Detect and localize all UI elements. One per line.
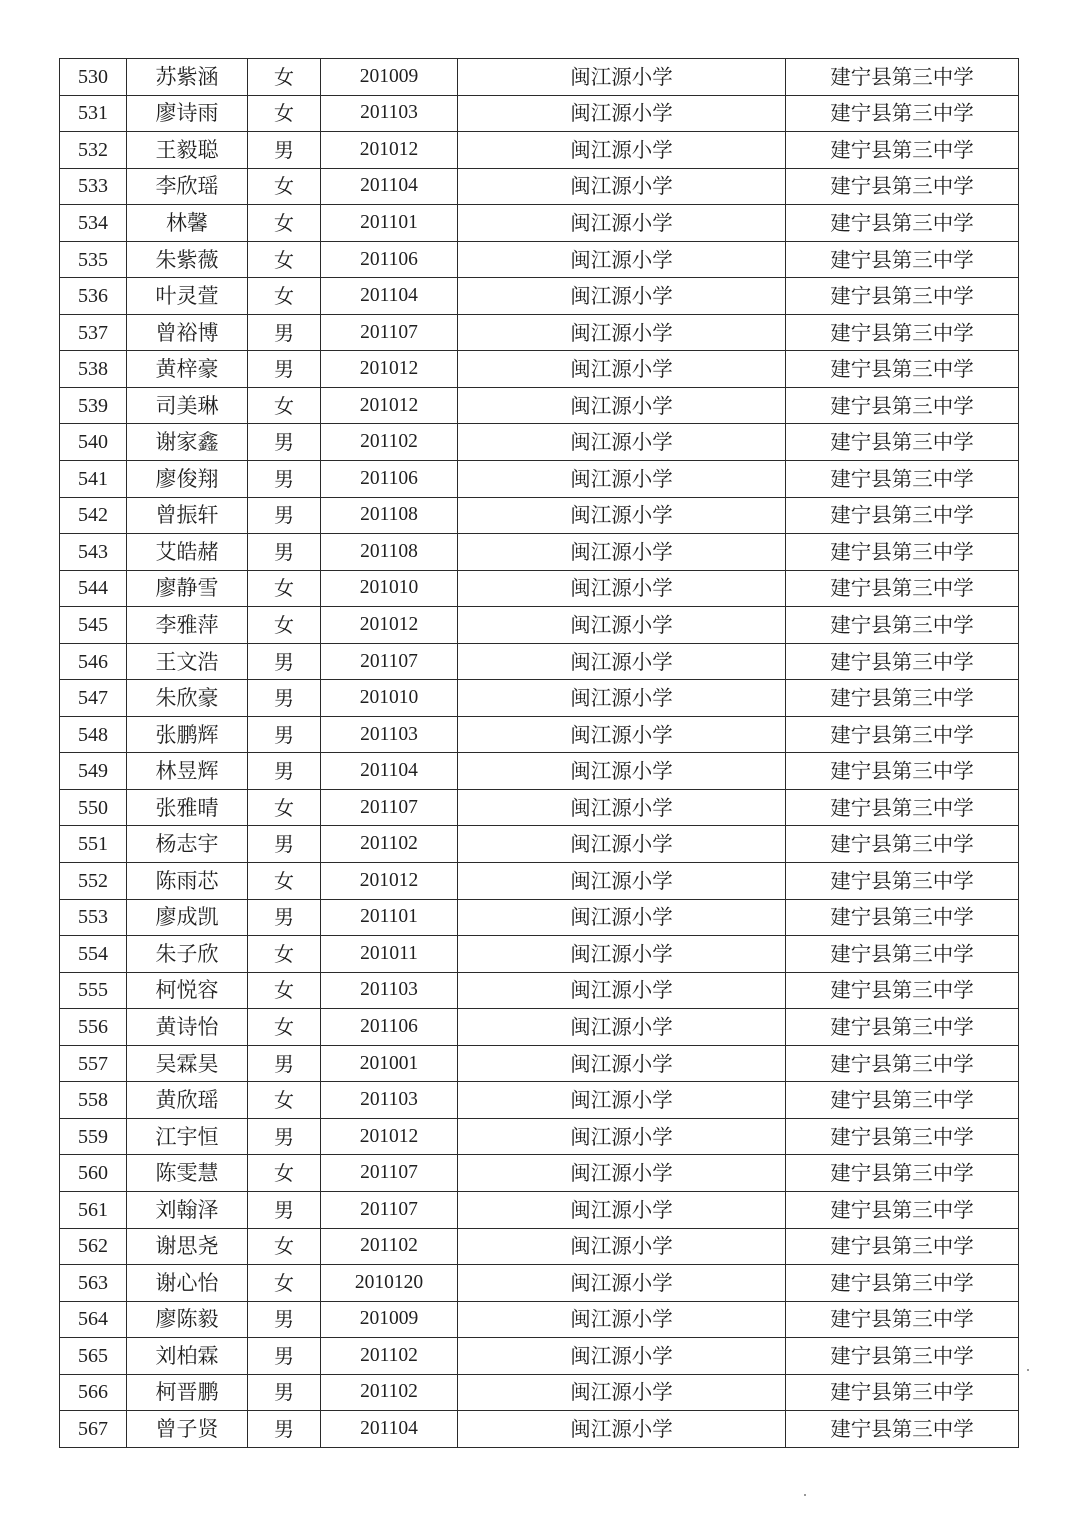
birth-month-cell: 201012 <box>321 607 458 644</box>
table-row <box>60 461 1019 498</box>
student-name-cell: 廖诗雨 <box>127 95 248 132</box>
row-number-cell: 539 <box>60 387 127 424</box>
primary-school-cell: 闽江源小学 <box>458 899 786 936</box>
student-name-cell: 张鹏辉 <box>127 716 248 753</box>
primary-school-cell: 闽江源小学 <box>458 863 786 900</box>
student-name-cell: 谢思尧 <box>127 1228 248 1265</box>
primary-school-cell: 闽江源小学 <box>458 95 786 132</box>
student-gender-cell: 男 <box>248 424 321 461</box>
table-row <box>60 607 1019 644</box>
table-row <box>60 387 1019 424</box>
assigned-middle-school-cell: 建宁县第三中学 <box>786 680 1019 717</box>
student-gender-cell: 女 <box>248 972 321 1009</box>
assigned-middle-school-cell: 建宁县第三中学 <box>786 132 1019 169</box>
primary-school-cell: 闽江源小学 <box>458 1301 786 1338</box>
primary-school-cell: 闽江源小学 <box>458 1374 786 1411</box>
student-gender-cell: 男 <box>248 753 321 790</box>
student-name-cell: 吴霖昊 <box>127 1045 248 1082</box>
table-row <box>60 1045 1019 1082</box>
primary-school-cell: 闽江源小学 <box>458 936 786 973</box>
row-number-cell: 545 <box>60 607 127 644</box>
assigned-middle-school-cell: 建宁县第三中学 <box>786 241 1019 278</box>
row-number-cell: 542 <box>60 497 127 534</box>
row-number-cell: 541 <box>60 461 127 498</box>
student-name-cell: 黄欣瑶 <box>127 1082 248 1119</box>
assigned-middle-school-cell: 建宁县第三中学 <box>786 826 1019 863</box>
primary-school-cell: 闽江源小学 <box>458 132 786 169</box>
table-row <box>60 863 1019 900</box>
assigned-middle-school-cell: 建宁县第三中学 <box>786 351 1019 388</box>
birth-month-cell: 201108 <box>321 497 458 534</box>
student-gender-cell: 男 <box>248 1191 321 1228</box>
scan-speck <box>804 1494 806 1496</box>
student-gender-cell: 女 <box>248 863 321 900</box>
student-gender-cell: 女 <box>248 936 321 973</box>
student-name-cell: 朱紫薇 <box>127 241 248 278</box>
student-roster-table <box>59 58 1019 1448</box>
table-row <box>60 643 1019 680</box>
student-gender-cell: 男 <box>248 899 321 936</box>
row-number-cell: 560 <box>60 1155 127 1192</box>
table-row <box>60 936 1019 973</box>
assigned-middle-school-cell: 建宁县第三中学 <box>786 314 1019 351</box>
roster-sheet <box>59 58 1018 1448</box>
student-gender-cell: 女 <box>248 570 321 607</box>
student-gender-cell: 男 <box>248 351 321 388</box>
assigned-middle-school-cell: 建宁县第三中学 <box>786 205 1019 242</box>
primary-school-cell: 闽江源小学 <box>458 1118 786 1155</box>
student-name-cell: 柯晋鹏 <box>127 1374 248 1411</box>
assigned-middle-school-cell: 建宁县第三中学 <box>786 534 1019 571</box>
row-number-cell: 533 <box>60 168 127 205</box>
student-name-cell: 陈雯慧 <box>127 1155 248 1192</box>
birth-month-cell: 201104 <box>321 1411 458 1448</box>
student-name-cell: 廖静雪 <box>127 570 248 607</box>
row-number-cell: 546 <box>60 643 127 680</box>
student-name-cell: 林昱辉 <box>127 753 248 790</box>
student-name-cell: 廖成凯 <box>127 899 248 936</box>
row-number-cell: 567 <box>60 1411 127 1448</box>
table-row <box>60 1155 1019 1192</box>
table-row <box>60 570 1019 607</box>
row-number-cell: 563 <box>60 1265 127 1302</box>
student-name-cell: 艾皓赭 <box>127 534 248 571</box>
student-gender-cell: 男 <box>248 680 321 717</box>
student-gender-cell: 男 <box>248 826 321 863</box>
assigned-middle-school-cell: 建宁县第三中学 <box>786 936 1019 973</box>
table-row <box>60 168 1019 205</box>
primary-school-cell: 闽江源小学 <box>458 241 786 278</box>
assigned-middle-school-cell: 建宁县第三中学 <box>786 278 1019 315</box>
primary-school-cell: 闽江源小学 <box>458 1228 786 1265</box>
birth-month-cell: 201103 <box>321 1082 458 1119</box>
student-name-cell: 杨志宇 <box>127 826 248 863</box>
student-name-cell: 刘柏霖 <box>127 1338 248 1375</box>
table-row <box>60 1301 1019 1338</box>
primary-school-cell: 闽江源小学 <box>458 570 786 607</box>
birth-month-cell: 201103 <box>321 972 458 1009</box>
row-number-cell: 532 <box>60 132 127 169</box>
row-number-cell: 562 <box>60 1228 127 1265</box>
assigned-middle-school-cell: 建宁县第三中学 <box>786 1374 1019 1411</box>
birth-month-cell: 201011 <box>321 936 458 973</box>
assigned-middle-school-cell: 建宁县第三中学 <box>786 863 1019 900</box>
row-number-cell: 550 <box>60 789 127 826</box>
primary-school-cell: 闽江源小学 <box>458 205 786 242</box>
table-row <box>60 1338 1019 1375</box>
row-number-cell: 554 <box>60 936 127 973</box>
row-number-cell: 531 <box>60 95 127 132</box>
primary-school-cell: 闽江源小学 <box>458 1082 786 1119</box>
student-gender-cell: 女 <box>248 1155 321 1192</box>
birth-month-cell: 201107 <box>321 1191 458 1228</box>
table-row <box>60 972 1019 1009</box>
assigned-middle-school-cell: 建宁县第三中学 <box>786 643 1019 680</box>
table-row <box>60 1009 1019 1046</box>
table-row <box>60 1191 1019 1228</box>
student-name-cell: 刘翰泽 <box>127 1191 248 1228</box>
birth-month-cell: 201101 <box>321 899 458 936</box>
assigned-middle-school-cell: 建宁县第三中学 <box>786 1338 1019 1375</box>
table-row <box>60 314 1019 351</box>
primary-school-cell: 闽江源小学 <box>458 278 786 315</box>
student-gender-cell: 女 <box>248 59 321 96</box>
row-number-cell: 549 <box>60 753 127 790</box>
assigned-middle-school-cell: 建宁县第三中学 <box>786 1301 1019 1338</box>
birth-month-cell: 201103 <box>321 95 458 132</box>
table-row <box>60 1411 1019 1448</box>
primary-school-cell: 闽江源小学 <box>458 972 786 1009</box>
roster-body <box>60 59 1019 1448</box>
student-gender-cell: 男 <box>248 497 321 534</box>
student-name-cell: 张雅晴 <box>127 789 248 826</box>
primary-school-cell: 闽江源小学 <box>458 497 786 534</box>
row-number-cell: 543 <box>60 534 127 571</box>
table-row <box>60 826 1019 863</box>
row-number-cell: 556 <box>60 1009 127 1046</box>
assigned-middle-school-cell: 建宁县第三中学 <box>786 59 1019 96</box>
assigned-middle-school-cell: 建宁县第三中学 <box>786 461 1019 498</box>
student-name-cell: 司美琳 <box>127 387 248 424</box>
row-number-cell: 561 <box>60 1191 127 1228</box>
birth-month-cell: 201107 <box>321 314 458 351</box>
student-gender-cell: 女 <box>248 1228 321 1265</box>
primary-school-cell: 闽江源小学 <box>458 680 786 717</box>
table-row <box>60 241 1019 278</box>
assigned-middle-school-cell: 建宁县第三中学 <box>786 1265 1019 1302</box>
student-gender-cell: 男 <box>248 132 321 169</box>
row-number-cell: 559 <box>60 1118 127 1155</box>
row-number-cell: 553 <box>60 899 127 936</box>
table-row <box>60 59 1019 96</box>
student-name-cell: 林馨 <box>127 205 248 242</box>
assigned-middle-school-cell: 建宁县第三中学 <box>786 607 1019 644</box>
birth-month-cell: 201104 <box>321 753 458 790</box>
row-number-cell: 551 <box>60 826 127 863</box>
assigned-middle-school-cell: 建宁县第三中学 <box>786 387 1019 424</box>
student-name-cell: 廖陈毅 <box>127 1301 248 1338</box>
student-gender-cell: 女 <box>248 278 321 315</box>
student-name-cell: 李欣瑶 <box>127 168 248 205</box>
primary-school-cell: 闽江源小学 <box>458 424 786 461</box>
student-gender-cell: 男 <box>248 1118 321 1155</box>
assigned-middle-school-cell: 建宁县第三中学 <box>786 424 1019 461</box>
birth-month-cell: 201108 <box>321 534 458 571</box>
birth-month-cell: 201107 <box>321 643 458 680</box>
primary-school-cell: 闽江源小学 <box>458 826 786 863</box>
assigned-middle-school-cell: 建宁县第三中学 <box>786 1082 1019 1119</box>
assigned-middle-school-cell: 建宁县第三中学 <box>786 789 1019 826</box>
student-gender-cell: 男 <box>248 534 321 571</box>
student-name-cell: 谢心怡 <box>127 1265 248 1302</box>
assigned-middle-school-cell: 建宁县第三中学 <box>786 753 1019 790</box>
primary-school-cell: 闽江源小学 <box>458 643 786 680</box>
table-row <box>60 789 1019 826</box>
birth-month-cell: 201101 <box>321 205 458 242</box>
student-gender-cell: 女 <box>248 1009 321 1046</box>
primary-school-cell: 闽江源小学 <box>458 1009 786 1046</box>
birth-month-cell: 201010 <box>321 680 458 717</box>
student-name-cell: 陈雨芯 <box>127 863 248 900</box>
student-gender-cell: 女 <box>248 607 321 644</box>
row-number-cell: 565 <box>60 1338 127 1375</box>
birth-month-cell: 201102 <box>321 424 458 461</box>
student-name-cell: 王毅聪 <box>127 132 248 169</box>
assigned-middle-school-cell: 建宁县第三中学 <box>786 1118 1019 1155</box>
student-gender-cell: 女 <box>248 241 321 278</box>
birth-month-cell: 201104 <box>321 278 458 315</box>
assigned-middle-school-cell: 建宁县第三中学 <box>786 1411 1019 1448</box>
primary-school-cell: 闽江源小学 <box>458 314 786 351</box>
student-name-cell: 曾子贤 <box>127 1411 248 1448</box>
row-number-cell: 564 <box>60 1301 127 1338</box>
row-number-cell: 544 <box>60 570 127 607</box>
student-name-cell: 朱欣豪 <box>127 680 248 717</box>
table-row <box>60 1265 1019 1302</box>
assigned-middle-school-cell: 建宁县第三中学 <box>786 95 1019 132</box>
birth-month-cell: 201001 <box>321 1045 458 1082</box>
assigned-middle-school-cell: 建宁县第三中学 <box>786 1009 1019 1046</box>
birth-month-cell: 201106 <box>321 461 458 498</box>
birth-month-cell: 201102 <box>321 1228 458 1265</box>
table-row <box>60 132 1019 169</box>
student-gender-cell: 男 <box>248 643 321 680</box>
student-gender-cell: 男 <box>248 314 321 351</box>
birth-month-cell: 201106 <box>321 1009 458 1046</box>
student-gender-cell: 女 <box>248 168 321 205</box>
birth-month-cell: 201010 <box>321 570 458 607</box>
primary-school-cell: 闽江源小学 <box>458 716 786 753</box>
student-gender-cell: 女 <box>248 205 321 242</box>
table-row <box>60 753 1019 790</box>
student-name-cell: 朱子欣 <box>127 936 248 973</box>
student-gender-cell: 女 <box>248 1082 321 1119</box>
student-gender-cell: 男 <box>248 1411 321 1448</box>
student-gender-cell: 男 <box>248 1338 321 1375</box>
primary-school-cell: 闽江源小学 <box>458 59 786 96</box>
birth-month-cell: 201102 <box>321 826 458 863</box>
birth-month-cell: 201012 <box>321 132 458 169</box>
birth-month-cell: 201106 <box>321 241 458 278</box>
birth-month-cell: 201107 <box>321 1155 458 1192</box>
table-row <box>60 680 1019 717</box>
assigned-middle-school-cell: 建宁县第三中学 <box>786 168 1019 205</box>
assigned-middle-school-cell: 建宁县第三中学 <box>786 497 1019 534</box>
primary-school-cell: 闽江源小学 <box>458 607 786 644</box>
assigned-middle-school-cell: 建宁县第三中学 <box>786 716 1019 753</box>
student-gender-cell: 女 <box>248 789 321 826</box>
assigned-middle-school-cell: 建宁县第三中学 <box>786 1191 1019 1228</box>
assigned-middle-school-cell: 建宁县第三中学 <box>786 1155 1019 1192</box>
birth-month-cell: 201012 <box>321 351 458 388</box>
table-row <box>60 1082 1019 1119</box>
assigned-middle-school-cell: 建宁县第三中学 <box>786 972 1019 1009</box>
table-row <box>60 497 1019 534</box>
birth-month-cell: 201107 <box>321 789 458 826</box>
assigned-middle-school-cell: 建宁县第三中学 <box>786 1045 1019 1082</box>
table-row <box>60 716 1019 753</box>
primary-school-cell: 闽江源小学 <box>458 1265 786 1302</box>
table-row <box>60 1118 1019 1155</box>
table-row <box>60 351 1019 388</box>
birth-month-cell: 201103 <box>321 716 458 753</box>
primary-school-cell: 闽江源小学 <box>458 1155 786 1192</box>
birth-month-cell: 201102 <box>321 1374 458 1411</box>
primary-school-cell: 闽江源小学 <box>458 753 786 790</box>
primary-school-cell: 闽江源小学 <box>458 789 786 826</box>
birth-month-cell: 2010120 <box>321 1265 458 1302</box>
table-row <box>60 1228 1019 1265</box>
birth-month-cell: 201009 <box>321 1301 458 1338</box>
assigned-middle-school-cell: 建宁县第三中学 <box>786 1228 1019 1265</box>
student-name-cell: 谢家鑫 <box>127 424 248 461</box>
primary-school-cell: 闽江源小学 <box>458 461 786 498</box>
scan-speck <box>1027 1369 1029 1371</box>
primary-school-cell: 闽江源小学 <box>458 168 786 205</box>
table-row <box>60 424 1019 461</box>
row-number-cell: 557 <box>60 1045 127 1082</box>
primary-school-cell: 闽江源小学 <box>458 1191 786 1228</box>
student-name-cell: 李雅萍 <box>127 607 248 644</box>
primary-school-cell: 闽江源小学 <box>458 351 786 388</box>
student-name-cell: 王文浩 <box>127 643 248 680</box>
birth-month-cell: 201012 <box>321 387 458 424</box>
birth-month-cell: 201102 <box>321 1338 458 1375</box>
student-gender-cell: 女 <box>248 387 321 424</box>
primary-school-cell: 闽江源小学 <box>458 1411 786 1448</box>
table-row <box>60 205 1019 242</box>
row-number-cell: 566 <box>60 1374 127 1411</box>
student-gender-cell: 男 <box>248 716 321 753</box>
row-number-cell: 555 <box>60 972 127 1009</box>
primary-school-cell: 闽江源小学 <box>458 534 786 571</box>
student-name-cell: 柯悦容 <box>127 972 248 1009</box>
row-number-cell: 548 <box>60 716 127 753</box>
row-number-cell: 530 <box>60 59 127 96</box>
student-gender-cell: 男 <box>248 461 321 498</box>
row-number-cell: 547 <box>60 680 127 717</box>
primary-school-cell: 闽江源小学 <box>458 1338 786 1375</box>
student-gender-cell: 男 <box>248 1374 321 1411</box>
student-gender-cell: 男 <box>248 1045 321 1082</box>
birth-month-cell: 201009 <box>321 59 458 96</box>
assigned-middle-school-cell: 建宁县第三中学 <box>786 899 1019 936</box>
student-gender-cell: 女 <box>248 95 321 132</box>
assigned-middle-school-cell: 建宁县第三中学 <box>786 570 1019 607</box>
birth-month-cell: 201104 <box>321 168 458 205</box>
student-name-cell: 黄诗怡 <box>127 1009 248 1046</box>
student-gender-cell: 女 <box>248 1265 321 1302</box>
row-number-cell: 534 <box>60 205 127 242</box>
student-name-cell: 叶灵萱 <box>127 278 248 315</box>
table-row <box>60 534 1019 571</box>
student-gender-cell: 男 <box>248 1301 321 1338</box>
row-number-cell: 540 <box>60 424 127 461</box>
student-name-cell: 曾裕博 <box>127 314 248 351</box>
row-number-cell: 558 <box>60 1082 127 1119</box>
table-row <box>60 95 1019 132</box>
table-row <box>60 899 1019 936</box>
student-name-cell: 廖俊翔 <box>127 461 248 498</box>
row-number-cell: 536 <box>60 278 127 315</box>
row-number-cell: 538 <box>60 351 127 388</box>
birth-month-cell: 201012 <box>321 863 458 900</box>
student-name-cell: 江宇恒 <box>127 1118 248 1155</box>
student-name-cell: 曾振轩 <box>127 497 248 534</box>
primary-school-cell: 闽江源小学 <box>458 387 786 424</box>
table-row <box>60 278 1019 315</box>
primary-school-cell: 闽江源小学 <box>458 1045 786 1082</box>
table-row <box>60 1374 1019 1411</box>
row-number-cell: 552 <box>60 863 127 900</box>
birth-month-cell: 201012 <box>321 1118 458 1155</box>
row-number-cell: 535 <box>60 241 127 278</box>
student-name-cell: 黄梓豪 <box>127 351 248 388</box>
student-name-cell: 苏紫涵 <box>127 59 248 96</box>
row-number-cell: 537 <box>60 314 127 351</box>
